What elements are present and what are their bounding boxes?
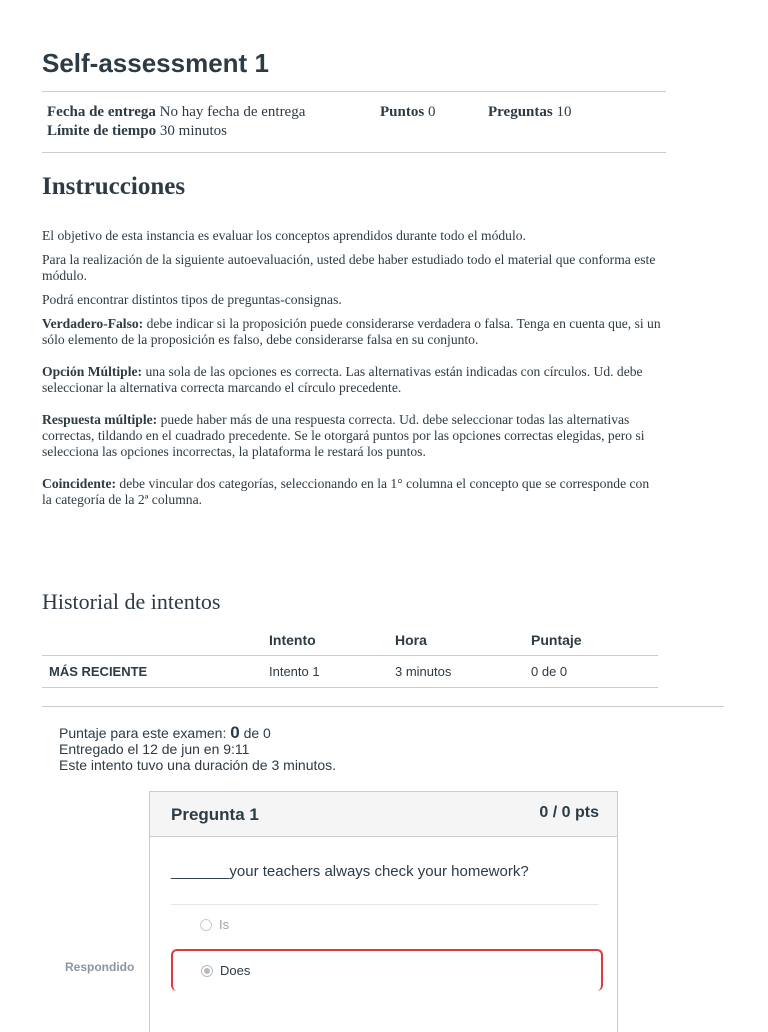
answer-option-does[interactable] <box>171 949 603 991</box>
instructions-body <box>42 228 662 516</box>
instructions-multiple-answer <box>42 412 662 460</box>
answer-option-label: Does <box>220 963 251 978</box>
instructions-multiple-choice <box>42 364 662 396</box>
section-divider <box>42 706 724 707</box>
score-line <box>59 725 336 741</box>
answered-label: Respondido <box>65 960 135 974</box>
instructions-p2: Para la realización de la siguiente autoevaluación, usted debe haber estudiado todo el material que conforma este módulo. <box>42 252 656 283</box>
multiple-choice-text: una sola de las opciones es correcta. Las alternativas están indicadas con círculos. Ud. debe seleccionar la alternativa correcta marcando el círculo precedente. <box>42 364 643 395</box>
instructions-p3: Podrá encontrar distintos tipos de preguntas-consignas. <box>42 292 342 307</box>
questions-info <box>488 104 571 121</box>
time-limit <box>47 123 227 140</box>
points-label: Puntos <box>380 104 425 120</box>
points-value: 0 <box>427 104 436 120</box>
attempt-time: 3 minutos <box>395 664 452 679</box>
due-date <box>47 104 305 121</box>
column-header-time: Hora <box>395 632 427 648</box>
question-header <box>150 792 617 837</box>
table-header-row <box>42 624 658 656</box>
score-value: 0 <box>230 723 240 742</box>
matching-text: debe vincular dos categorías, seleccionando en la 1° columna el concepto que se corresponde con la categoría de la 2ª columna. <box>42 476 650 507</box>
question-name: Pregunta 1 <box>171 805 259 824</box>
questions-label: Preguntas <box>488 104 553 120</box>
question-divider <box>171 904 599 905</box>
due-label: Fecha de entrega <box>47 104 156 120</box>
attempt-history-table <box>42 624 658 688</box>
true-false-text: debe indicar si la proposición puede considerarse verdadera o falsa. Tenga en cuenta que, si un sólo elemento de la proposición es falso, debe considerarse falsa en su conjunto. <box>42 316 661 347</box>
attempt-score: 0 de 0 <box>531 664 568 679</box>
quiz-meta <box>42 91 666 153</box>
multiple-answer-text: puede haber más de una respuesta correcta. Ud. debe seleccionar todas las alternativas correctas, tildando en el cuadrado precedente. Se le otorgará puntos por las opciones correctas elegidas, pero si selecciona las opciones incorrectas, la plataforma le restará los puntos. <box>42 412 645 459</box>
submitted-line: Entregado el 12 de jun en 9:11 <box>59 741 250 757</box>
duration-line: Este intento tuvo una duración de 3 minutos. <box>59 757 337 773</box>
questions-value: 10 <box>556 104 572 120</box>
score-prefix: Puntaje para este examen: <box>59 725 231 741</box>
table-row <box>42 656 658 688</box>
history-heading: Historial de intentos <box>42 589 221 614</box>
instructions-heading: Instrucciones <box>42 173 186 200</box>
time-limit-value: 30 minutos <box>159 123 227 139</box>
score-suffix: de 0 <box>239 725 271 741</box>
attempt-link[interactable]: Intento 1 <box>269 664 320 679</box>
instructions-matching <box>42 476 662 508</box>
radio-selected-icon[interactable] <box>201 965 213 977</box>
attempt-summary <box>59 725 336 773</box>
matching-label: Coincidente: <box>42 476 117 491</box>
page-title: Self-assessment 1 <box>42 48 269 78</box>
question-points: 0 / 0 pts <box>539 804 599 821</box>
answer-option-label: Is <box>219 917 230 932</box>
multiple-answer-label: Respuesta múltiple: <box>42 412 158 427</box>
points-info <box>380 104 435 121</box>
instructions-p1: El objetivo de esta instancia es evaluar los conceptos aprendidos durante todo el módulo. <box>42 228 526 243</box>
column-header-attempt: Intento <box>269 632 316 648</box>
question-text: _______your teachers always check your homework? <box>171 863 529 880</box>
latest-label: MÁS RECIENTE <box>49 664 148 679</box>
column-header-score: Puntaje <box>531 632 582 648</box>
multiple-choice-label: Opción Múltiple: <box>42 364 143 379</box>
time-limit-label: Límite de tiempo <box>47 123 157 139</box>
instructions-true-false <box>42 316 662 348</box>
radio-icon[interactable] <box>200 919 212 931</box>
question-card <box>149 791 618 1032</box>
answer-option-is[interactable] <box>171 907 599 947</box>
true-false-label: Verdadero-Falso: <box>42 316 144 331</box>
due-value: No hay fecha de entrega <box>159 104 306 120</box>
